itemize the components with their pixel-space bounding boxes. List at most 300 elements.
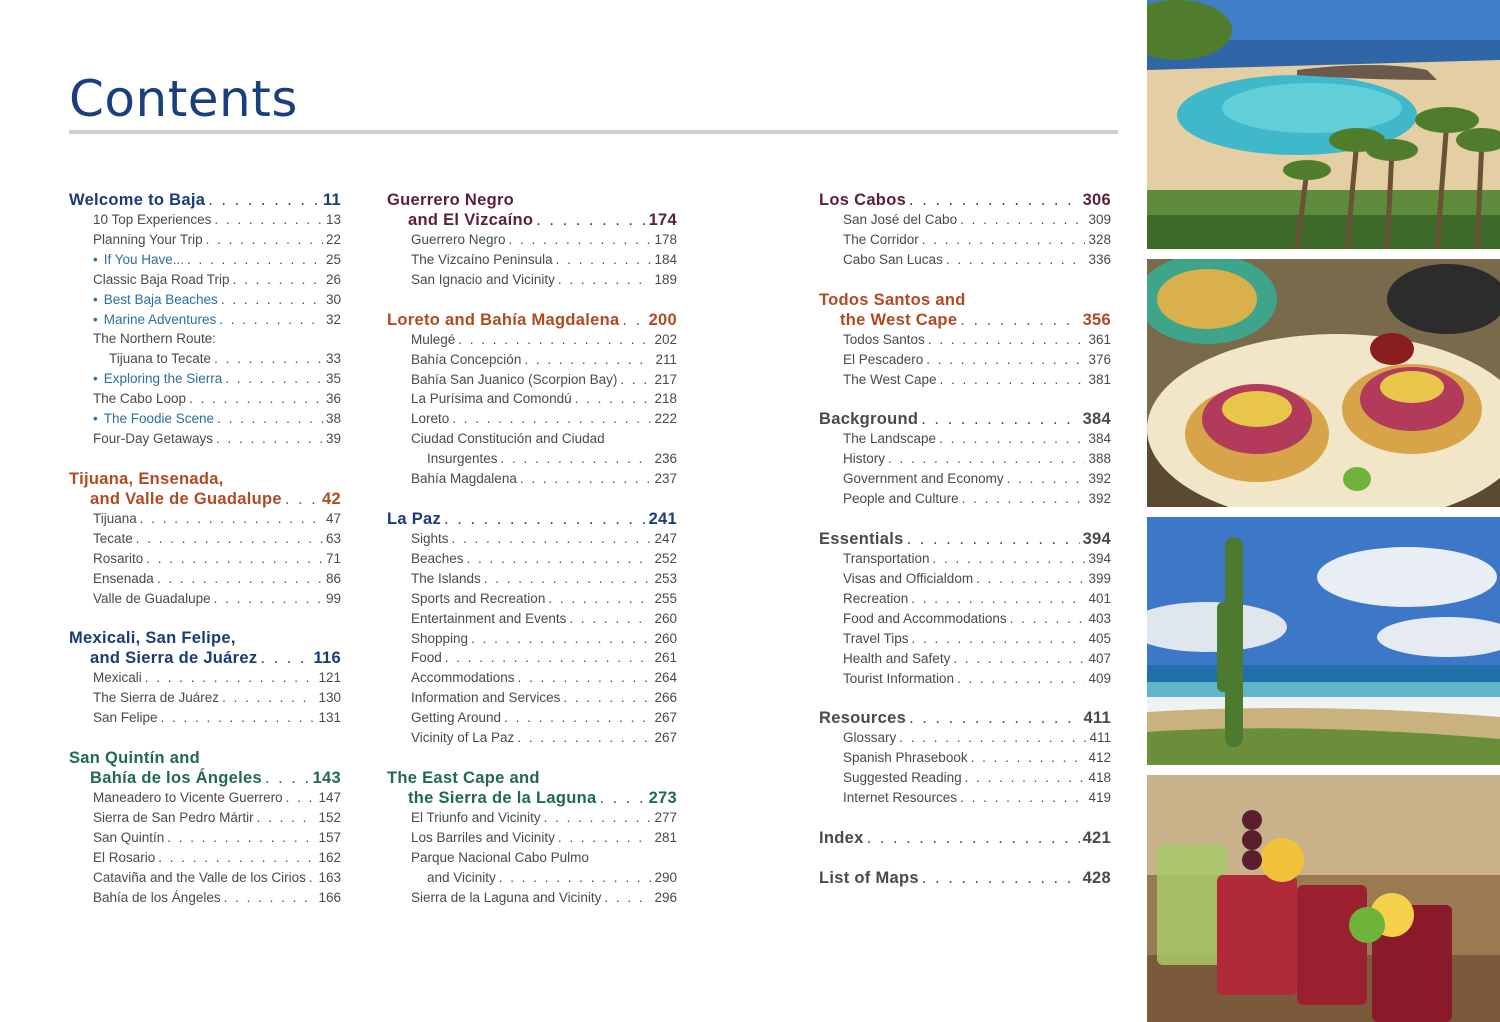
toc-chapter[interactable] (69, 628, 341, 728)
toc-entry[interactable] (387, 389, 677, 409)
entry-page-number: 388 (1088, 451, 1111, 467)
chapter-title: and Valle de Guadalupe (90, 489, 282, 508)
entry-page-number: 247 (654, 530, 677, 546)
dot-leader (867, 828, 1080, 848)
entry-title: Shopping (411, 630, 469, 646)
dot-leader (558, 828, 652, 848)
toc-entry[interactable] (819, 449, 1111, 469)
toc-entry[interactable] (69, 569, 341, 589)
entry-title: Ciudad Constitución and Ciudad (411, 431, 605, 447)
entry-title: Food and Accommodations (843, 610, 1007, 626)
toc-entry[interactable] (387, 250, 677, 270)
entry-title: La Purísima and Comondú (411, 391, 572, 407)
entry-title: Four-Day Getaways (93, 430, 214, 446)
toc-entry[interactable] (69, 529, 341, 549)
chapter-heading-row (69, 648, 341, 668)
toc-entry[interactable] (387, 648, 677, 668)
dot-leader (146, 549, 323, 569)
toc-entry[interactable] (69, 868, 341, 888)
entry-title: Rosarito (93, 550, 144, 566)
dot-leader (622, 310, 645, 330)
entry-page-number: 407 (1088, 650, 1111, 666)
entry-page-number: 255 (654, 590, 677, 606)
toc-chapter[interactable] (69, 190, 341, 449)
dot-leader (939, 429, 1085, 449)
chapter-title: Index (819, 829, 864, 848)
dot-leader (225, 369, 323, 389)
entry-title: Classic Baja Road Trip (93, 271, 230, 287)
toc-entry[interactable] (69, 589, 341, 609)
entry-title: Todos Santos (843, 331, 925, 347)
toc-entry[interactable] (819, 768, 1111, 788)
entry-title: Suggested Reading (843, 770, 962, 786)
entry-page-number: 30 (325, 291, 341, 307)
dot-leader (518, 668, 652, 688)
chapter-title: Background (819, 410, 919, 429)
dot-leader (167, 828, 315, 848)
entry-page-number: 253 (654, 570, 677, 586)
toc-chapter[interactable] (387, 768, 677, 908)
chapter-heading-line (69, 748, 341, 768)
chapter-heading-row (819, 868, 1111, 888)
toc-entry[interactable] (819, 549, 1111, 569)
dot-leader (926, 350, 1085, 370)
toc-entry-line (387, 429, 677, 449)
chapter-heading-line (387, 190, 677, 210)
entry-title: Food (411, 650, 442, 666)
feature-entry[interactable] (69, 250, 341, 270)
dot-leader (604, 888, 651, 908)
dot-leader (524, 350, 652, 370)
entry-page-number: 394 (1088, 551, 1111, 567)
toc-entry[interactable] (387, 569, 677, 589)
entry-page-number: 217 (654, 371, 677, 387)
toc-entry[interactable] (819, 489, 1111, 509)
toc-entry[interactable] (69, 210, 341, 230)
toc-entry[interactable] (387, 808, 677, 828)
chapter-page-number: 384 (1082, 410, 1111, 429)
toc-entry[interactable] (387, 549, 677, 569)
chapter-title: Tijuana, Ensenada, (69, 469, 224, 488)
entry-title: and Vicinity (427, 869, 496, 885)
entry-title: Parque Nacional Cabo Pulmo (411, 849, 589, 865)
chapter-title: Bahía de los Ángeles (90, 769, 262, 788)
toc-entry[interactable] (387, 688, 677, 708)
dot-leader (219, 310, 323, 330)
dot-leader (501, 449, 652, 469)
chapter-heading-row (819, 529, 1111, 549)
entry-title: Valle de Guadalupe (93, 590, 211, 606)
entry-page-number: 411 (1089, 730, 1111, 746)
dot-leader (548, 589, 651, 609)
dot-leader (962, 489, 1086, 509)
dot-leader (544, 808, 652, 828)
dot-leader (136, 529, 323, 549)
entry-title: Sierra de la Laguna and Vicinity (411, 889, 602, 905)
toc-entry[interactable] (69, 828, 341, 848)
entry-title: Tecate (93, 530, 133, 546)
dot-leader (971, 748, 1086, 768)
dot-leader (960, 310, 1079, 330)
entry-page-number: 267 (654, 710, 677, 726)
toc-chapter[interactable] (387, 310, 677, 489)
chapter-heading-row (387, 210, 677, 230)
toc-entry[interactable] (819, 429, 1111, 449)
chapter-page-number: 306 (1082, 191, 1111, 209)
entry-page-number: 130 (318, 690, 341, 706)
entry-page-number: 361 (1088, 331, 1111, 347)
entry-title: Bahía de los Ángeles (93, 889, 221, 905)
feature-entry[interactable] (69, 369, 341, 389)
dot-leader (569, 609, 651, 629)
entry-page-number: 33 (325, 351, 341, 367)
toc-entry[interactable] (819, 748, 1111, 768)
toc-entry[interactable] (387, 728, 677, 748)
dot-leader (187, 250, 323, 270)
toc-entry[interactable] (69, 668, 341, 688)
toc-entry[interactable] (819, 728, 1111, 748)
entry-title: El Rosario (93, 849, 156, 865)
toc-entry[interactable] (69, 688, 341, 708)
chapter-title: the West Cape (840, 310, 958, 329)
dot-leader (976, 569, 1085, 589)
toc-entry[interactable] (387, 370, 677, 390)
toc-entry[interactable] (387, 469, 677, 489)
entry-page-number: 419 (1088, 790, 1111, 806)
toc-entry[interactable] (387, 529, 677, 549)
dot-leader (909, 708, 1080, 728)
entry-page-number: 403 (1088, 610, 1111, 626)
entry-page-number: 13 (325, 212, 341, 227)
toc-entry[interactable] (69, 848, 341, 868)
beach-cove-photo (1147, 0, 1500, 249)
dot-leader (452, 529, 652, 549)
chapter-heading-row (69, 489, 341, 509)
entry-page-number: 184 (654, 251, 677, 267)
entry-page-number: 267 (654, 730, 677, 746)
entry-title: El Triunfo and Vicinity (411, 809, 541, 825)
bullet-icon: • (93, 411, 98, 427)
entry-page-number: 47 (325, 510, 341, 526)
entry-title: If You Have... (103, 251, 185, 267)
entry-page-number: 264 (654, 670, 677, 686)
entry-title: San José del Cabo (843, 212, 958, 227)
toc-entry[interactable] (819, 250, 1111, 270)
page-title: Contents (69, 70, 298, 128)
toc-entry[interactable] (69, 788, 341, 808)
toc-entry[interactable] (819, 649, 1111, 669)
dot-leader (912, 629, 1086, 649)
dot-leader (444, 509, 645, 529)
entry-title: History (843, 451, 886, 467)
entry-title: Bahía Magdalena (411, 471, 517, 487)
dot-leader (1007, 469, 1086, 489)
entry-title: Government and Economy (843, 471, 1004, 487)
chapter-heading-row (387, 509, 677, 529)
entry-page-number: 296 (654, 889, 677, 905)
chapter-title: and Sierra de Juárez (90, 649, 258, 668)
dot-leader (260, 648, 310, 668)
feature-entry[interactable] (69, 290, 341, 310)
entry-page-number: 162 (318, 849, 341, 865)
toc-entry[interactable] (69, 888, 341, 908)
chapter-heading-row (819, 708, 1111, 728)
toc-entry[interactable] (69, 509, 341, 529)
entry-title: Loreto (411, 411, 450, 427)
toc-entry[interactable] (387, 888, 677, 908)
chapter-title: Essentials (819, 530, 904, 549)
entry-title: Planning Your Trip (93, 231, 203, 247)
entry-page-number: 218 (654, 391, 677, 407)
toc-entry[interactable] (387, 828, 677, 848)
entry-page-number: 26 (325, 271, 341, 287)
entry-page-number: 35 (325, 371, 341, 387)
toc-chapter[interactable] (819, 868, 1111, 888)
entry-page-number: 32 (325, 311, 341, 327)
entry-page-number: 401 (1088, 590, 1111, 606)
toc-entry[interactable] (387, 708, 677, 728)
toc-entry[interactable] (69, 230, 341, 250)
entry-page-number: 266 (654, 690, 677, 706)
toc-entry[interactable] (387, 230, 677, 250)
entry-title: The Islands (411, 570, 481, 586)
entry-title: The Cabo Loop (93, 391, 187, 407)
entry-title: Health and Safety (843, 650, 951, 666)
bullet-icon: • (93, 311, 98, 327)
dot-leader (216, 429, 323, 449)
toc-entry[interactable] (819, 330, 1111, 350)
entry-page-number: 25 (325, 251, 341, 267)
chapter-heading-line (819, 290, 1111, 310)
chapter-heading-row (69, 768, 341, 788)
chapter-title: Guerrero Negro (387, 191, 515, 209)
dot-leader (484, 569, 652, 589)
feature-entry[interactable] (69, 409, 341, 429)
entry-page-number: 381 (1088, 371, 1111, 387)
toc-entry[interactable] (819, 569, 1111, 589)
dot-leader (599, 788, 645, 808)
entry-page-number: 336 (1088, 251, 1111, 267)
entry-title: Visas and Officialdom (843, 570, 974, 586)
dot-leader (257, 808, 316, 828)
dot-leader (911, 589, 1085, 609)
toc-entry[interactable] (387, 629, 677, 649)
dot-leader (933, 549, 1086, 569)
chapter-heading-row (69, 190, 341, 210)
entry-page-number: 405 (1088, 630, 1111, 646)
toc-chapter[interactable] (819, 409, 1111, 509)
dot-leader (214, 589, 323, 609)
feature-entry[interactable] (69, 310, 341, 330)
dot-leader (145, 668, 316, 688)
chapter-title: Todos Santos and (819, 290, 966, 309)
entry-page-number: 252 (654, 550, 677, 566)
toc-chapter[interactable] (819, 190, 1111, 270)
dot-leader (960, 788, 1085, 808)
toc-entry[interactable] (819, 469, 1111, 489)
entry-page-number: 236 (654, 451, 677, 467)
toc-entry-line (387, 868, 677, 888)
dot-leader (909, 190, 1080, 210)
toc-entry[interactable] (819, 230, 1111, 250)
toc-entry[interactable] (819, 589, 1111, 609)
entry-page-number: 260 (654, 630, 677, 646)
toc-entry[interactable] (387, 668, 677, 688)
dot-leader (922, 868, 1080, 888)
toc-chapter[interactable] (819, 708, 1111, 808)
toc-column-2 (387, 190, 677, 927)
toc-entry-line (387, 449, 677, 469)
entry-page-number: 163 (318, 869, 341, 885)
dot-leader (285, 489, 319, 509)
entry-title: San Ignacio and Vicinity (411, 271, 555, 287)
chapter-page-number: 273 (648, 788, 677, 807)
toc-chapter[interactable] (819, 828, 1111, 848)
entry-title: Spanish Phrasebook (843, 750, 968, 766)
title-divider (69, 130, 1118, 134)
toc-entry[interactable] (387, 270, 677, 290)
chapter-title: The East Cape and (387, 768, 540, 787)
chapter-heading-row (819, 409, 1111, 429)
toc-entry[interactable] (819, 669, 1111, 689)
toc-entry[interactable] (69, 429, 341, 449)
dot-leader (1010, 609, 1086, 629)
dot-leader (957, 669, 1085, 689)
entry-title: Bahía Concepción (411, 351, 522, 367)
entry-page-number: 39 (325, 430, 341, 446)
toc-chapter[interactable] (387, 190, 677, 290)
entry-title: Mulegé (411, 331, 456, 347)
dot-leader (161, 708, 316, 728)
toc-entry[interactable] (387, 589, 677, 609)
entry-title: Los Barriles and Vicinity (411, 829, 555, 845)
toc-entry[interactable] (387, 609, 677, 629)
chapter-heading-line (69, 628, 341, 648)
tacos-photo (1147, 259, 1500, 507)
entry-title: San Felipe (93, 710, 158, 726)
toc-entry[interactable] (387, 330, 677, 350)
dot-leader (286, 788, 316, 808)
chapter-title: the Sierra de la Laguna (408, 788, 597, 807)
entry-title: Information and Services (411, 690, 561, 706)
entry-title: People and Culture (843, 491, 959, 507)
chapter-page-number: 356 (1082, 310, 1111, 329)
entry-title: Mexicali (93, 670, 142, 686)
entry-title: The Landscape (843, 431, 937, 447)
entry-page-number: 157 (318, 829, 341, 845)
entry-title: Sports and Recreation (411, 590, 546, 606)
dot-leader (158, 848, 315, 868)
toc-entry[interactable] (819, 370, 1111, 390)
dot-leader (946, 250, 1086, 270)
toc-entry[interactable] (819, 788, 1111, 808)
chapter-heading-line (387, 768, 677, 788)
toc-chapter[interactable] (69, 748, 341, 907)
dot-leader (620, 370, 651, 390)
dot-leader (899, 728, 1086, 748)
entry-page-number: 277 (654, 809, 677, 825)
toc-entry-line (69, 329, 341, 349)
entry-page-number: 166 (318, 889, 341, 905)
entry-page-number: 211 (655, 351, 677, 367)
chapter-heading-row (819, 828, 1111, 848)
entry-page-number: 202 (654, 331, 677, 347)
entry-title: El Pescadero (843, 351, 924, 367)
toc-entry[interactable] (387, 350, 677, 370)
entry-page-number: 63 (325, 530, 341, 546)
cocktails-photo (1147, 775, 1500, 1022)
dot-leader (536, 210, 645, 230)
entry-page-number: 309 (1088, 212, 1111, 227)
dot-leader (214, 349, 323, 369)
entry-page-number: 152 (318, 810, 341, 826)
chapter-page-number: 428 (1082, 869, 1111, 888)
toc-chapter[interactable] (387, 509, 677, 748)
toc-entry[interactable] (69, 270, 341, 290)
chapter-title: Mexicali, San Felipe, (69, 629, 236, 648)
toc-entry[interactable] (69, 549, 341, 569)
chapter-title: San Quintín and (69, 749, 200, 768)
toc-column-1 (69, 190, 341, 928)
dot-leader (499, 868, 652, 888)
entry-title: Cataviña and the Valle de los Cirios (93, 869, 306, 885)
toc-entry-line (69, 349, 341, 369)
toc-entry[interactable] (819, 629, 1111, 649)
toc-entry[interactable] (387, 409, 677, 429)
dot-leader (222, 688, 315, 708)
toc-entry[interactable] (69, 389, 341, 409)
toc-entry[interactable] (69, 808, 341, 828)
entry-title: Entertainment and Events (411, 610, 567, 626)
entry-title: The Northern Route: (93, 331, 217, 347)
entry-title: Getting Around (411, 710, 502, 726)
dot-leader (217, 409, 323, 429)
entry-title: Tijuana to Tecate (109, 351, 212, 367)
dot-leader (471, 629, 651, 649)
toc-entry[interactable] (819, 210, 1111, 230)
dot-leader (563, 688, 651, 708)
dot-leader (928, 330, 1086, 350)
chapter-page-number: 421 (1082, 829, 1111, 848)
chapter-heading-row (819, 190, 1111, 210)
dot-leader (558, 270, 652, 290)
toc-chapter[interactable] (819, 290, 1111, 390)
chapter-page-number: 11 (322, 191, 341, 209)
toc-entry[interactable] (69, 708, 341, 728)
entry-title: Marine Adventures (103, 311, 217, 327)
entry-title: Transportation (843, 551, 930, 567)
toc-entry[interactable] (819, 609, 1111, 629)
toc-entry[interactable] (819, 350, 1111, 370)
entry-title: Recreation (843, 590, 909, 606)
dot-leader (520, 469, 652, 489)
chapter-title: List of Maps (819, 869, 919, 888)
entry-title: Vicinity of La Paz (411, 730, 515, 746)
chapter-page-number: 116 (313, 649, 341, 668)
chapter-page-number: 174 (648, 211, 677, 229)
toc-chapter[interactable] (69, 469, 341, 609)
entry-page-number: 409 (1088, 670, 1111, 686)
entry-title: Insurgentes (427, 451, 498, 467)
dot-leader (907, 529, 1080, 549)
entry-page-number: 22 (325, 231, 341, 247)
entry-title: 10 Top Experiences (93, 212, 212, 227)
entry-page-number: 392 (1088, 491, 1111, 507)
bullet-icon: • (93, 291, 98, 307)
toc-chapter[interactable] (819, 529, 1111, 688)
entry-title: Cabo San Lucas (843, 251, 943, 267)
chapter-title: Welcome to Baja (69, 191, 206, 209)
